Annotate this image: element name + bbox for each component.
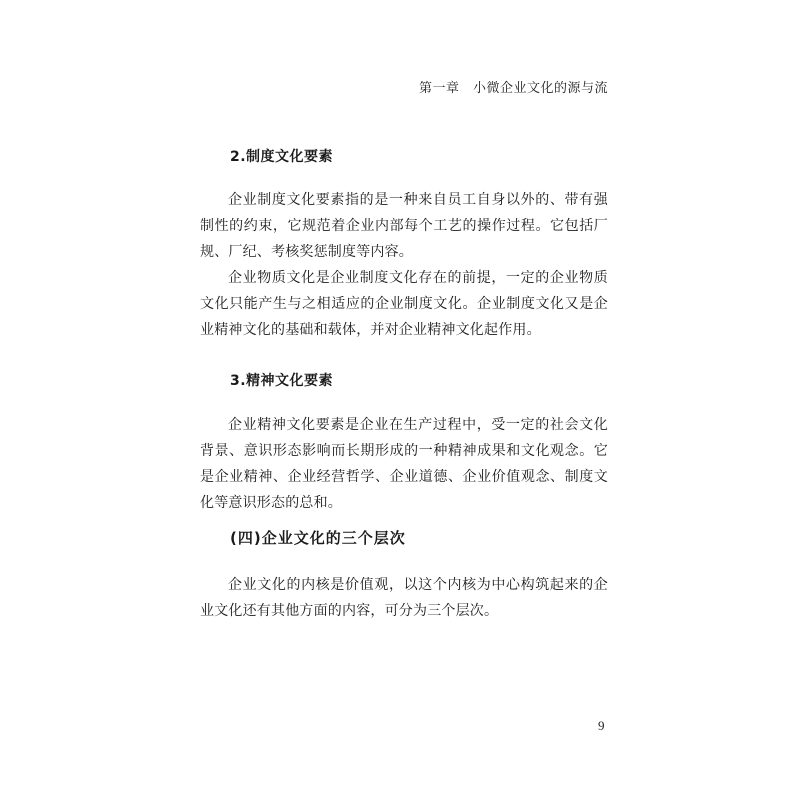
running-header: 第一章 小微企业文化的源与流 <box>418 81 608 96</box>
paragraph-spiritual-definition: 企业精神文化要素是企业在生产过程中，受一定的社会文化背景、意识形态影响而长期形成的一种精神成果和文化观念。它是企业精神、企业经营哲学、企业道德、企业价值观念、制度文化等意识形态的总和。 <box>200 417 608 511</box>
section-heading-spiritual-culture: 3.精神文化要素 <box>230 373 334 389</box>
paragraph-institutional-relationship: 企业物质文化是企业制度文化存在的前提，一定的企业物质文化只能产生与之相适应的企业制度文化。企业制度文化又是企业精神文化的基础和载体，并对企业精神文化起作用。 <box>200 270 608 338</box>
paragraph-institutional-definition: 企业制度文化要素指的是一种来自员工自身以外的、带有强制性的约束，它规范着企业内部每个工艺的操作过程。它包括厂规、厂纪、考核奖惩制度等内容。 <box>200 192 608 260</box>
page-number: 9 <box>598 718 605 733</box>
section-heading-institutional-culture: 2.制度文化要素 <box>230 149 334 165</box>
section-heading-three-levels: (四)企业文化的三个层次 <box>230 529 406 547</box>
paragraph-three-levels-intro: 企业文化的内核是价值观，以这个内核为中心构筑起来的企业文化还有其他方面的内容，可分为三个层次。 <box>200 577 608 619</box>
